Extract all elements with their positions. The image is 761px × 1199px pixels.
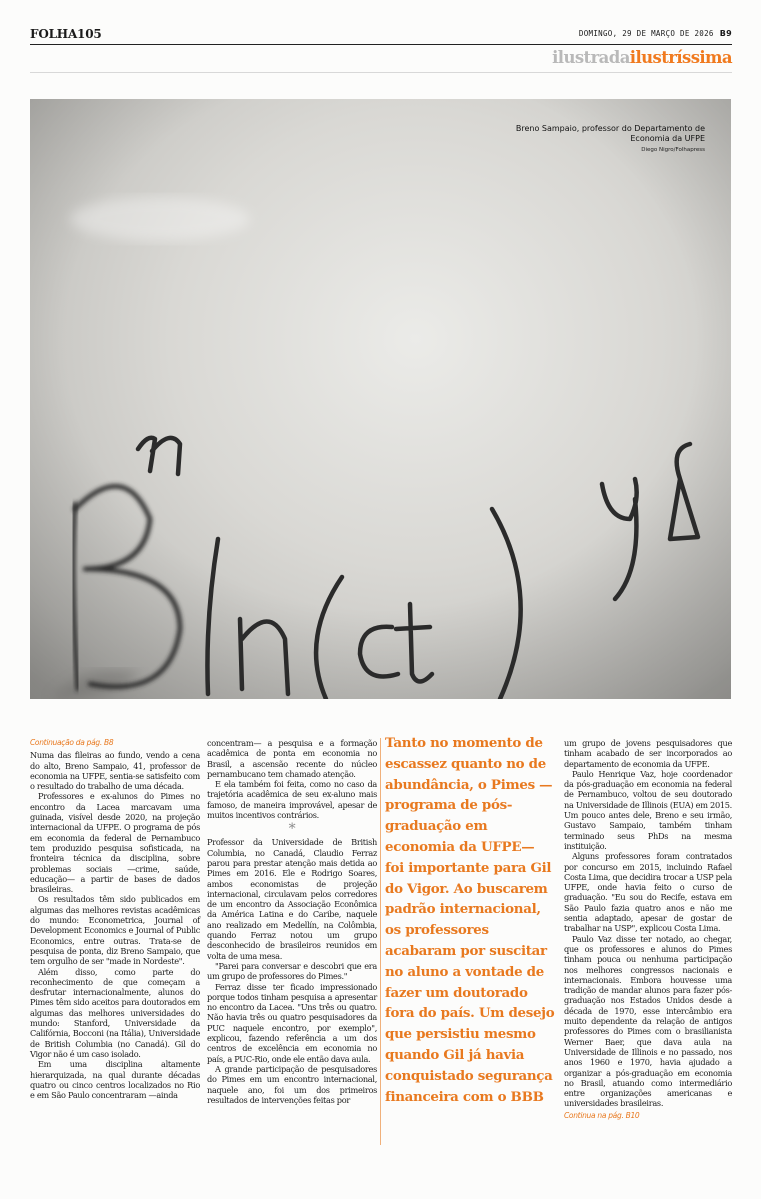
paragraph: Paulo Vaz disse ter notado, ao chegar, que os professores e alunos do Pimes tinham pouca ou nenhuma participação nos melhores congressos nacionais e internacionais. Embora houvesse uma tradição de mandar alunos para fazer pós-graduação nos Estados Unidos desde a década de 1970, esse intercâmbio era muito dependente da relação de antigos professores do Pimes com o brasilianista Werner Baer, que dava aula na Universidade de Illinois e no passado, nos anos 1960 e 1970, havia ajudado a organizar a pós-graduação em economia no Brasil, atuando como intermediário entre organizações americanas e universidades brasileiras.: [564, 933, 732, 1109]
article-photo: [30, 99, 731, 699]
paragraph: Os resultados têm sido publicados em algumas das melhores revistas acadêmicas do mundo: Econometrica, Journal of Development Economics e Journal of Public Economics, entre outras. Trata-se de pesquisa de ponta, diz Breno Sampaio, que tem orgulho de ser "made in Nordeste".: [30, 894, 200, 967]
article-column-1: [30, 738, 200, 1100]
paragraph: Ferraz disse ter ficado impressionado porque todos tinham pesquisa a apresentar no encontro da Lacea. "Uns três ou quatro. Não havia três ou quatro pesquisadores da PUC naquele encontro, por exemplo", explicou, fazendo referência a um dos centros de excelência em economia no país, a PUC-Rio, onde ele então dava aula.: [207, 981, 377, 1064]
section-title: [552, 48, 732, 67]
section-rule: [30, 72, 732, 73]
section-ilustrissima: ilustríssima: [629, 48, 732, 67]
pull-quote: Tanto no momento de escassez quanto no de abundância, o Pimes —programa de pós-graduação em economia da UFPE— foi importante para Gil do Vigor. Ao buscarem padrão internacional, os professores acabaram por suscitar no aluno a vontade de fazer um doutorado fora do país. Um desejo que persistiu mesmo quando Gil já havia conquistado segurança financeira com o BBB: [385, 735, 555, 1105]
paragraph: um grupo de jovens pesquisadores que tinham acabado de ser incorporados ao departamento de economia da UFPE.: [564, 738, 732, 769]
paragraph: "Parei para conversar e descobri que era um grupo de professores do Pimes.": [207, 960, 377, 982]
issue-date: DOMINGO, 29 DE MARÇO DE 2026: [578, 29, 714, 38]
article-column-2: [207, 738, 377, 1105]
paragraph: Professor da Universidade de British Columbia, no Canadá, Claudio Ferraz parou para prestar atenção mais detida ao Pimes em 2016. Ele e Rodrigo Soares, ambos economistas de projeção internacional, circulavam pelos corredores de um encontro da Associação Econômica da América Latina e do Caribe, naquele ano realizado em Medellín, na Colômbia, quando Ferraz notou um grupo desconhecido de brasileiros reunidos em volta de uma mesa.: [207, 837, 377, 961]
paragraph: Professores e ex-alunos do Pimes no encontro da Lacea marcavam uma guinada, visível desde 2020, na projeção internacional da UFPE. O programa de pós em economia da federal de Pernambuco tem produzido pesquisa sofisticada, na fronteira técnica da disciplina, sobre problemas sociais —crime, saúde, educação— a partir de bases de dados brasileiras.: [30, 791, 200, 895]
photo-caption: [515, 124, 705, 156]
continued-from-link[interactable]: Continuação da pág. B8: [30, 738, 114, 747]
paragraph: concentram— a pesquisa e a formação acadêmica de ponta em economia no Brasil, a ascensão recente do núcleo pernambucano tem chamado atenção.: [207, 738, 377, 779]
paragraph: Alguns professores foram contratados por concurso em 2015, incluindo Rafael Costa Lima, que decidira trocar a USP pela UFPE, onde havia feito o curso de graduação. "Eu sou do Recife, estava em São Paulo fazia quatro anos e não me sentia adaptado, apesar de gostar de trabalhar na USP", explicou Costa Lima.: [564, 851, 732, 934]
paragraph: Paulo Henrique Vaz, hoje coordenador da pós-graduação em economia na federal de Pernambuco, voltou de seu doutorado na Universidade de Illinois (EUA) em 2015. Um pouco antes dele, Breno e seu irmão, Gustavo Sampaio, também tinham terminado seus PhDs na mesma instituição.: [564, 768, 732, 851]
page-number: B9: [719, 29, 732, 38]
article-column-4: [564, 738, 732, 1121]
pull-quote-rule: [380, 738, 381, 1145]
photo-vignette: [30, 99, 731, 699]
paragraph: Numa das fileiras ao fundo, vendo a cena do alto, Breno Sampaio, 41, professor de economia na UFPE, sentia-se satisfeito com o resultado do trabalho de uma década.: [30, 750, 200, 792]
paragraph: A grande participação de pesquisadores do Pimes em um encontro internacional, naquele ano, foi um dos primeiros resultados de intervenções feitas por: [207, 1063, 377, 1105]
board-glare: [70, 197, 250, 241]
section-ilustrada: ilustrada: [552, 48, 630, 67]
paragraph: E ela também foi feita, como no caso da trajetória acadêmica de seu ex-aluno mais famoso, de maneira improvável, apesar de muitos incentivos contrários.: [207, 779, 377, 821]
caption-text: Breno Sampaio, professor do Departamento de Economia da UFPE: [515, 124, 705, 143]
header-rule: [30, 44, 732, 45]
continued-on-link[interactable]: Continua na pág. B10: [564, 1110, 640, 1120]
section-separator: *: [288, 821, 296, 838]
dateline: [579, 29, 732, 38]
paragraph: Além disso, como parte do reconhecimento de que começam a desfrutar internacionalmente, alunos do Pimes têm sido aceitos para doutorados em algumas das melhores universidades do mundo: Stanford, Universidade da Califórnia, Bocconi (na Itália), Universidade de British Columbia (no Canadá). Gil do Vigor não é um caso isolado.: [30, 966, 200, 1059]
page-header: [30, 27, 732, 43]
newspaper-logo: FOLHA105: [30, 27, 102, 41]
whiteboard-formula-image: [30, 99, 731, 699]
photo-credit: Diego Nigro/Folhapress: [641, 147, 705, 153]
paragraph: Em uma disciplina altamente hierarquizada, na qual durante décadas quatro ou cinco centros localizados no Rio e em São Paulo concentraram —ainda: [30, 1059, 200, 1101]
